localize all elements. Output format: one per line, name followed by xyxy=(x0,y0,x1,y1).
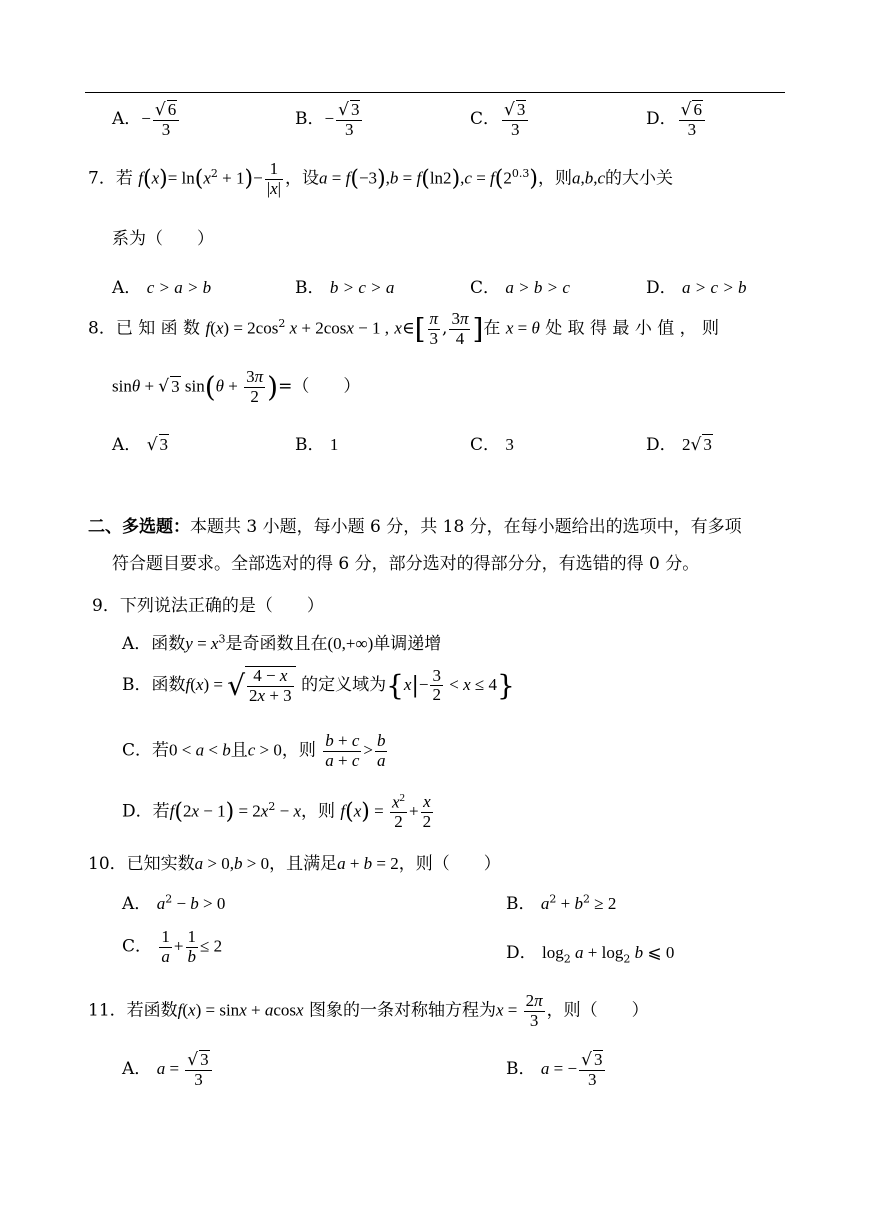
q7-option-d: D． a > c > b xyxy=(646,278,747,298)
q10-option-d: D． $\log_2 a + \log_2 b$ ⩽ 0 xyxy=(506,943,675,966)
q8-stem-line2: sinθ + √ 3 sin(θ + $\frac{3\pi}{2}$ )=（ ） xyxy=(112,367,361,406)
q8-option-d: D． 2√ 3 xyxy=(646,435,712,455)
q7-option-c: C． a > b > c xyxy=(470,278,570,298)
q9-option-c: C．若0 < a < b且c > 0，则 $\frac{b + c}{a + c}$ > $\frac{b}{a}$ xyxy=(122,731,386,770)
q8-option-c: C． 3 xyxy=(470,435,514,455)
q8-option-a: A． √ 3 xyxy=(112,435,169,455)
top-rule xyxy=(85,92,785,93)
q6-option-c: C． $\frac{√ 3}{3}$ xyxy=(470,100,530,139)
q10-option-c: C． $\frac{1}{a}$ + $\frac{1}{b}$ ≤ 2 xyxy=(122,927,223,966)
q9-option-d: D．若$f(2x - 1) = 2x^2 - x$，则 f(x) = $\frac{x^2}{2}$ + $\frac{x}{2}$ xyxy=(122,791,432,832)
q8-stem: 8．已 知 函 数 $f(x) = 2\cos^2$ x + 2cosx − 1 , x∈[ $\frac{\pi}{3}$ , $\frac{3\pi}{4}$ ]在 x = θ 处 取 得 最 小 值 ， 则 xyxy=(88,309,720,348)
q7-option-b: B． b > c > a xyxy=(295,278,395,298)
q11-stem: 11．若函数f(x) = sinx + acosx 图象的一条对称轴方程为x = $\frac{2\pi}{3}$ ，则（ ） xyxy=(88,991,649,1030)
q9-stem: 9．下列说法正确的是（ ） xyxy=(92,596,324,616)
q10-option-b: B． $a^2 + b^2 \ge 2$ xyxy=(506,892,617,914)
q6-option-d: D． $\frac{√ 6}{3}$ xyxy=(646,100,707,139)
q9-option-b: B．函数f(x) = √ $\frac{4 - x}{2x + 3}$ 的定义域为{x|− $\frac{3}{2}$ < x ≤ 4} xyxy=(122,665,515,705)
q7-option-a: A． c > a > b xyxy=(112,278,212,298)
q10-option-a: A． $a^2 - b > 0$ xyxy=(122,892,226,914)
q6-option-b: B．− $\frac{√ 3}{3}$ xyxy=(295,100,364,139)
q9-option-a: A．函数$y = x^3$是奇函数且在(0,+∞)单调递增 xyxy=(122,632,442,654)
q7-stem: 7．若 $f(x)= \ln(x^2 + 1)-$ $\frac{1}{|x|}$ ，设$a = f(-3),b = f(\ln 2),c = f(2^{0.3})$，则a,b,c的大小关 xyxy=(88,159,674,198)
q11-option-a: A． a = $\frac{√ 3}{3}$ xyxy=(122,1050,214,1089)
section2-line2: 符合题目要求。全部选对的得 6 分，部分选对的得部分分，有选错的得 0 分。 xyxy=(112,554,700,574)
q6-option-a: A．− $\frac{√ 6}{3}$ xyxy=(112,100,181,139)
section2-heading: 二、多选题：本题共 3 小题，每小题 6 分，共 18 分，在每小题给出的选项中，有多项 xyxy=(88,517,742,537)
q10-stem: 10．已知实数a > 0,b > 0，且满足a + b = 2，则（ ） xyxy=(88,854,501,874)
q11-option-b: B． a = − $\frac{√ 3}{3}$ xyxy=(506,1050,607,1089)
q8-option-b: B． 1 xyxy=(295,435,339,455)
q7-stem-line2: 系为（ ） xyxy=(112,229,214,249)
